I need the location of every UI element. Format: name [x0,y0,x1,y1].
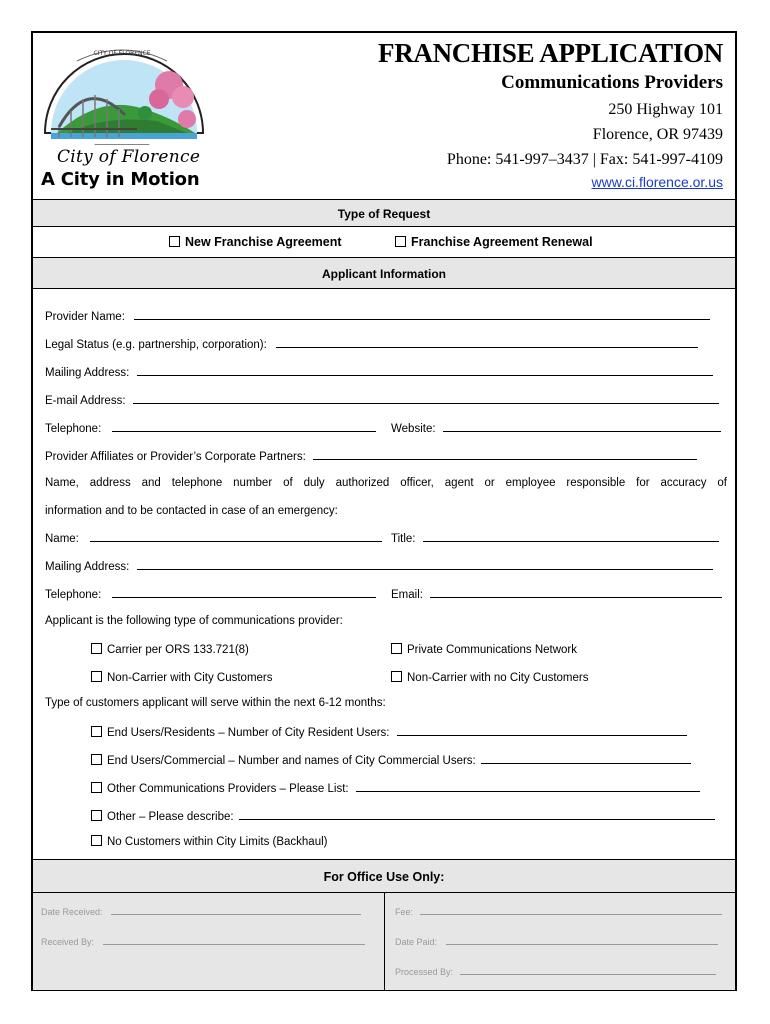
date-received-field[interactable] [111,906,361,915]
header-text [378,35,723,192]
office-divider [384,893,385,990]
office-use-section [33,859,735,990]
affiliates-field[interactable] [313,449,697,460]
date-paid-label: Date Paid: [395,937,438,947]
processed-by-field[interactable] [460,966,716,975]
telephone-row [45,421,376,435]
contact-name-field[interactable] [90,531,382,542]
office-use-header: For Office Use Only: [33,860,735,893]
checkbox-icon[interactable] [169,236,180,247]
checkbox-icon[interactable] [91,726,102,737]
email-address-label: E-mail Address: [45,395,126,407]
fee-label: Fee: [395,907,414,917]
contact-intro-2: information and to be contacted in case of an emergency: [45,505,338,517]
email-address-field[interactable] [133,393,719,404]
checkbox-icon[interactable] [91,810,102,821]
received-by-label: Received By: [41,937,95,947]
date-paid-row [395,936,718,947]
provider-name-field[interactable] [134,309,710,320]
option-label: Other Communications Providers – Please List: [107,783,349,795]
contact-mailing-label: Mailing Address: [45,561,130,573]
fee-field[interactable] [420,906,722,915]
svg-text:─────────────: ───────────── [94,141,150,149]
city-motto: A City in Motion [41,169,200,190]
phone-fax: Phone: 541-997–3437 | Fax: 541-997-4109 [446,151,723,168]
customer-type-commercial [91,753,691,767]
page-subtitle: Communications Providers [501,72,723,93]
contact-email-field[interactable] [430,587,722,598]
contact-telephone-field[interactable] [112,587,376,598]
form-header [33,33,735,199]
mailing-address-label: Mailing Address: [45,367,130,379]
date-received-row [41,906,361,917]
option-label: Other – Please describe: [107,811,234,823]
provider-name-label: Provider Name: [45,311,125,323]
legal-status-row [45,337,698,351]
contact-title-field[interactable] [423,531,719,542]
option-label: Franchise Agreement Renewal [411,235,593,249]
option-label: Non-Carrier with City Customers [107,672,273,684]
customers-question: Type of customers applicant will serve within the next 6-12 months: [45,697,386,709]
checkbox-icon[interactable] [391,643,402,654]
option-label: New Franchise Agreement [185,235,342,249]
option-label: Carrier per ORS 133.721(8) [107,644,249,656]
processed-by-row [395,966,716,977]
request-options [33,227,735,257]
page-title: FRANCHISE APPLICATION [378,38,723,68]
contact-mailing-field[interactable] [137,559,713,570]
address-line-2: Florence, OR 97439 [592,126,723,143]
telephone-label: Telephone: [45,423,102,435]
received-by-row [41,936,365,947]
svg-text:CITY OF FLORENCE: CITY OF FLORENCE [93,50,151,57]
contact-telephone-row [45,587,376,601]
contact-email-row [391,587,722,601]
provider-type-private[interactable] [391,643,577,656]
customer-type-providers [91,781,700,795]
option-label: Non-Carrier with no City Customers [407,672,589,684]
checkbox-icon[interactable] [91,835,102,846]
checkbox-icon[interactable] [91,671,102,682]
customer-type-other [91,809,715,823]
applicant-info-header: Applicant Information [33,257,735,289]
checkbox-icon[interactable] [91,754,102,765]
other-field[interactable] [239,809,715,820]
residents-field[interactable] [397,725,687,736]
option-renewal[interactable] [395,227,593,257]
website-label: Website: [391,423,436,435]
logo-script-text: City of Florence [57,147,201,167]
contact-title-row [391,531,719,545]
checkbox-icon[interactable] [91,643,102,654]
option-label: End Users/Residents – Number of City Resident Users: [107,727,390,739]
contact-name-row [45,531,382,545]
website-row [391,421,721,435]
provider-type-noncarrier-city[interactable] [91,671,273,684]
contact-telephone-label: Telephone: [45,589,102,601]
provider-type-carrier[interactable] [91,643,249,656]
city-logo [37,37,207,187]
contact-name-label: Name: [45,533,79,545]
contact-email-label: Email: [391,589,423,601]
date-received-label: Date Received: [41,907,103,917]
customer-type-residents [91,725,687,739]
website-link[interactable]: www.ci.florence.or.us [591,174,723,190]
provider-type-question: Applicant is the following type of communications provider: [45,615,343,627]
contact-title-label: Title: [391,533,416,545]
checkbox-icon[interactable] [91,782,102,793]
option-label: No Customers within City Limits (Backhaul) [107,836,328,848]
provider-type-noncarrier-nocity[interactable] [391,671,589,684]
legal-status-label: Legal Status (e.g. partnership, corporation): [45,339,267,351]
telephone-field[interactable] [112,421,376,432]
affiliates-row [45,449,697,463]
received-by-field[interactable] [103,936,365,945]
email-address-row [45,393,719,407]
checkbox-icon[interactable] [391,671,402,682]
providers-field[interactable] [356,781,700,792]
processed-by-label: Processed By: [395,967,454,977]
contact-intro: Name, address and telephone number of duly authorized officer, agent or employee responsible for accuracy of [45,477,727,489]
provider-name-row [45,309,710,323]
contact-mailing-row [45,559,713,573]
commercial-field[interactable] [481,753,691,764]
mailing-address-row [45,365,713,379]
address-line-1: 250 Highway 101 [608,101,723,118]
legal-status-field[interactable] [276,337,698,348]
fee-row [395,906,722,917]
option-label: End Users/Commercial – Number and names of City Commercial Users: [107,755,476,767]
website-field[interactable] [443,421,721,432]
mailing-address-field[interactable] [137,365,713,376]
customer-type-backhaul[interactable] [91,835,327,848]
application-form [31,31,737,991]
option-new-franchise[interactable] [169,227,342,257]
type-of-request-header: Type of Request [33,199,735,227]
checkbox-icon[interactable] [395,236,406,247]
affiliates-label: Provider Affiliates or Provider’s Corporate Partners: [45,451,306,463]
date-paid-field[interactable] [446,936,718,945]
option-label: Private Communications Network [407,644,578,656]
